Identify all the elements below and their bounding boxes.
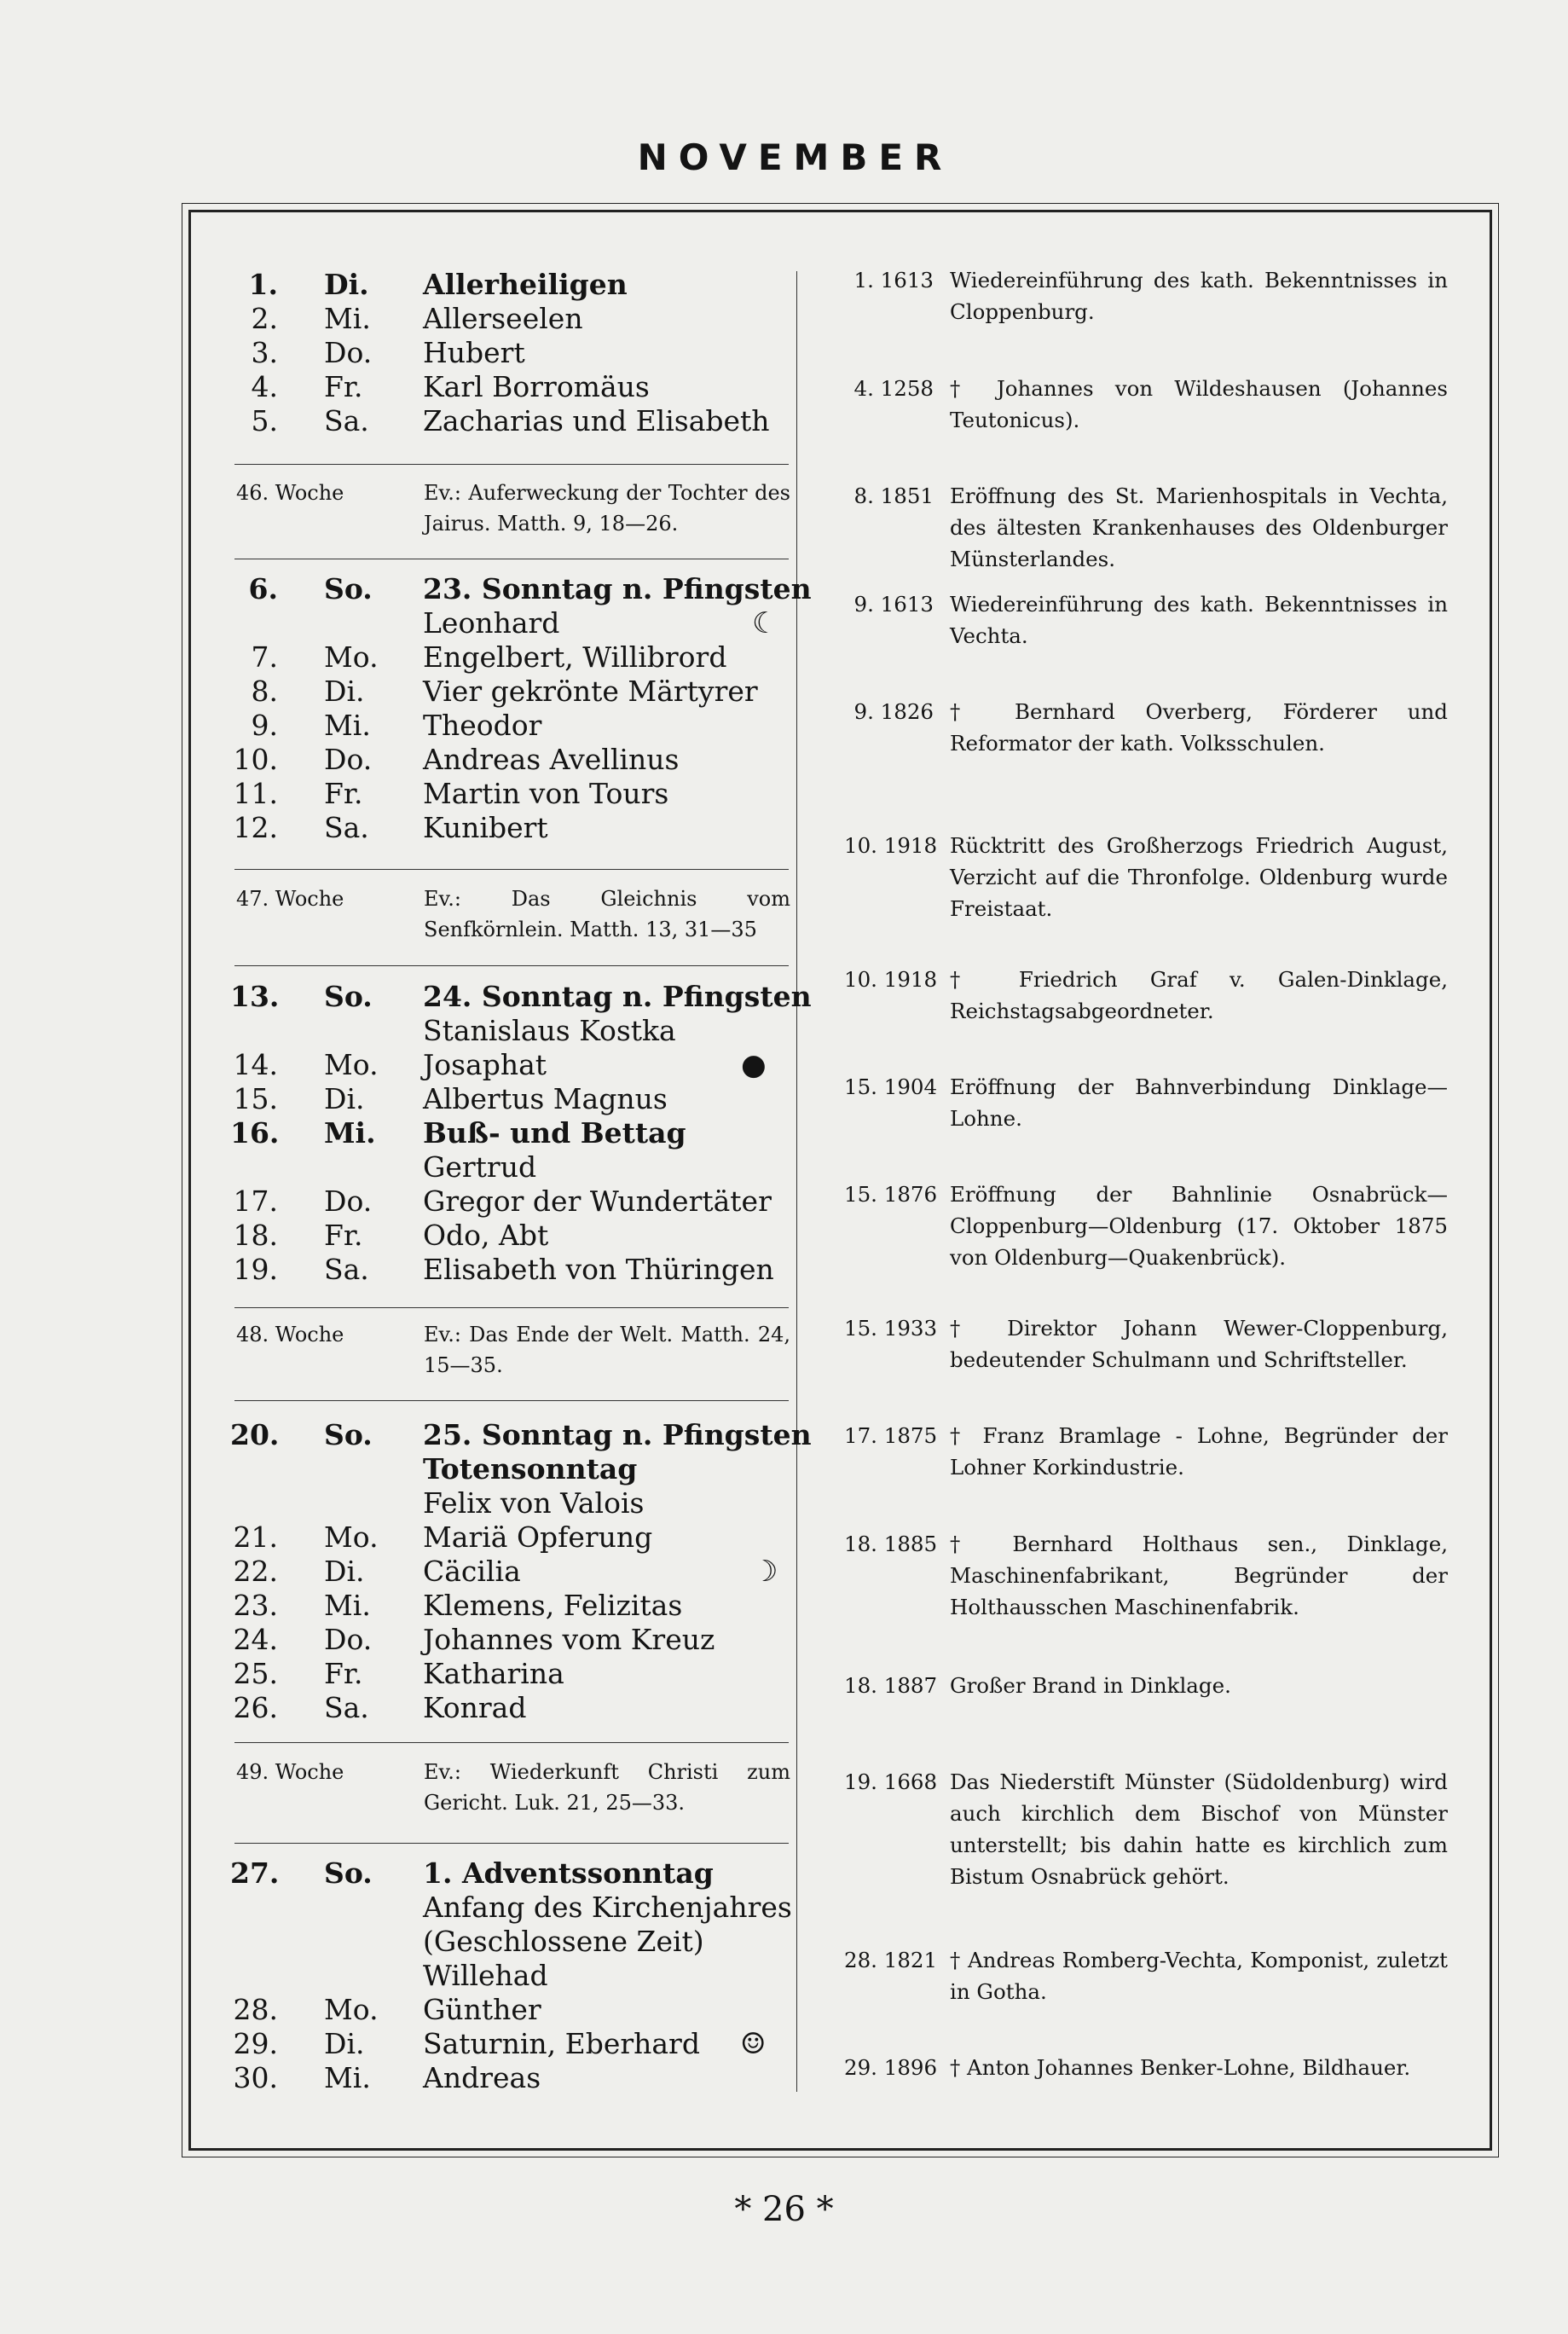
calendar-row: [230, 675, 793, 709]
calendar-row: [230, 1116, 793, 1150]
event-text: † Andreas Romberg-Vechta, Komponist, zuletzt in Gotha.: [950, 1948, 1448, 2004]
event-text: Das Niederstift Münster (Südoldenburg) wird auch kirchlich dem Bischof von Münster unterstellt; bis dahin hatte es kirchlich zum Bistum Osnabrück gehört.: [950, 1769, 1448, 1889]
page-title: NOVEMBER: [637, 136, 953, 178]
calendar-row: [230, 1082, 793, 1116]
week-label: 46. Woche: [236, 481, 344, 505]
saint-name: Odo, Abt: [423, 1219, 549, 1252]
weekday: Di.: [324, 1082, 365, 1115]
day-number: 20.: [230, 1418, 280, 1451]
event-date: 15. 1904: [844, 1074, 938, 1099]
weekday: Do.: [324, 743, 373, 776]
calendar-row: [230, 1891, 793, 1925]
saint-name: Gregor der Wundertäter: [423, 1184, 772, 1218]
weekday: Mo.: [324, 1993, 379, 2026]
weekday: Di.: [324, 268, 369, 301]
weekday: Sa.: [324, 1691, 369, 1724]
day-number: 3.: [251, 336, 278, 369]
separator-rule: [234, 1742, 789, 1743]
event-text: † Johannes von Wildeshausen (Johannes Teutonicus).: [950, 376, 1448, 432]
event-text: † Bernhard Overberg, Förderer und Reformator der kath. Volksschulen.: [950, 699, 1448, 756]
calendar-row: [230, 606, 793, 640]
full-moon-icon: ☺: [740, 2027, 767, 2061]
day-number: 2.: [251, 302, 278, 335]
event-text: † Direktor Johann Wewer-Cloppenburg, bedeutender Schulmann und Schriftsteller.: [950, 1316, 1448, 1372]
weekday: Sa.: [324, 811, 369, 844]
saint-name: 23. Sonntag n. Pfingsten: [423, 572, 812, 605]
event-text: † Bernhard Holthaus sen., Dinklage, Maschinenfabrikant, Begründer der Holthausschen Maschinenfabrik.: [950, 1532, 1448, 1619]
day-number: 14.: [233, 1048, 278, 1081]
saint-name: Zacharias und Elisabeth: [423, 404, 770, 437]
weekday: Do.: [324, 336, 373, 369]
calendar-row: [230, 572, 812, 606]
event-date: 10. 1918: [844, 833, 938, 858]
calendar-row: [230, 1014, 793, 1048]
day-number: 7.: [251, 640, 278, 674]
weekday: Mi.: [324, 709, 371, 742]
weekday: Mi.: [324, 302, 371, 335]
day-number: 17.: [233, 1184, 278, 1218]
weekday: Mo.: [324, 1048, 379, 1081]
day-number: 10.: [233, 743, 278, 776]
saint-name: Allerseelen: [423, 302, 583, 335]
event-text: † Friedrich Graf v. Galen-Dinklage, Reichstagsabgeordneter.: [950, 967, 1448, 1023]
saint-name: Totensonntag: [423, 1452, 638, 1486]
saint-name: Katharina: [423, 1657, 564, 1690]
saint-name: Hubert: [423, 336, 525, 369]
calendar-row: [230, 640, 793, 675]
calendar-row: [230, 1418, 812, 1452]
day-number: 18.: [233, 1219, 278, 1252]
weekday: Mi.: [324, 1589, 371, 1622]
saint-name: Konrad: [423, 1691, 527, 1724]
weekday: Mo.: [324, 640, 379, 674]
page-number: * 26 *: [734, 2190, 834, 2229]
saint-name: 24. Sonntag n. Pfingsten: [423, 980, 812, 1013]
day-number: 4.: [251, 370, 278, 403]
calendar-row: [230, 2027, 793, 2061]
week-label: 49. Woche: [236, 1760, 344, 1784]
day-number: 21.: [233, 1520, 278, 1554]
gospel-text: Ev.: Wiederkunft Christi zum Gericht. Luk. 21, 25—33.: [424, 1760, 790, 1815]
weekday: So.: [324, 980, 373, 1013]
day-number: 25.: [233, 1657, 278, 1690]
saint-name: Albertus Magnus: [423, 1082, 668, 1115]
gospel-text: Ev.: Das Ende der Welt. Matth. 24, 15—35.: [424, 1323, 790, 1377]
saint-name: 25. Sonntag n. Pfingsten: [423, 1418, 812, 1451]
moon-waning-crescent-icon: ☾: [752, 606, 778, 640]
saint-name: Theodor: [423, 709, 542, 742]
day-number: 1.: [248, 268, 278, 301]
calendar-row: [230, 268, 793, 302]
calendar-row: [230, 1520, 793, 1555]
weekday: Di.: [324, 675, 365, 708]
calendar-row: [230, 370, 793, 404]
day-number: 29.: [233, 2027, 278, 2060]
calendar-row: [230, 1959, 793, 1993]
event-text: † Franz Bramlage - Lohne, Begründer der Lohner Korkindustrie.: [950, 1423, 1448, 1480]
saint-name: Saturnin, Eberhard: [423, 2027, 700, 2060]
saint-name: Andreas Avellinus: [423, 743, 680, 776]
saint-name: Cäcilia: [423, 1555, 521, 1588]
event-date: 29. 1896: [844, 2055, 938, 2080]
separator-rule: [234, 965, 789, 966]
saint-name: 1. Adventssonntag: [423, 1856, 714, 1890]
day-number: 6.: [248, 572, 278, 605]
saint-name: Leonhard: [423, 606, 560, 640]
event-date: 1. 1613: [853, 268, 934, 292]
day-number: 11.: [233, 777, 278, 810]
weekday: So.: [324, 1856, 373, 1890]
event-date: 17. 1875: [844, 1423, 938, 1448]
day-number: 5.: [251, 404, 278, 437]
moon-waxing-crescent-icon: ☽: [752, 1555, 778, 1589]
event-text: Eröffnung der Bahnlinie Osnabrück—Cloppenburg—Oldenburg (17. Oktober 1875 von Oldenburg—Quakenbrück).: [950, 1182, 1448, 1270]
calendar-row: [230, 1856, 793, 1891]
separator-rule: [234, 869, 789, 870]
column-divider: [796, 271, 797, 2092]
weekday: So.: [324, 1418, 373, 1451]
event-date: 8. 1851: [853, 484, 934, 508]
saint-name: Andreas: [423, 2061, 541, 2094]
day-number: 30.: [233, 2061, 278, 2094]
event-date: 9. 1826: [853, 699, 934, 724]
separator-rule: [234, 1400, 789, 1401]
calendar-row: [230, 1589, 793, 1623]
day-number: 13.: [230, 980, 280, 1013]
calendar-row: [230, 1253, 793, 1287]
separator-rule: [234, 1843, 789, 1844]
weekday: Do.: [324, 1623, 373, 1656]
event-text: Großer Brand in Dinklage.: [950, 1673, 1231, 1698]
weekday: Mi.: [324, 2061, 371, 2094]
calendar-row: [230, 1219, 793, 1253]
saint-name: Vier gekrönte Märtyrer: [423, 675, 758, 708]
weekday: Mi.: [324, 1116, 376, 1150]
saint-name: Stanislaus Kostka: [423, 1014, 676, 1047]
weekday: Mo.: [324, 1520, 379, 1554]
saint-name: Gertrud: [423, 1150, 537, 1184]
event-date: 28. 1821: [844, 1948, 938, 1972]
event-date: 18. 1885: [844, 1532, 938, 1556]
weekday: So.: [324, 572, 373, 605]
saint-name: Günther: [423, 1993, 541, 2026]
day-number: 19.: [233, 1253, 278, 1286]
day-number: 24.: [233, 1623, 278, 1656]
weekday: Fr.: [324, 370, 363, 403]
calendar-row: [230, 743, 793, 777]
weekday: Fr.: [324, 1219, 363, 1252]
day-number: 9.: [251, 709, 278, 742]
separator-rule: [234, 1307, 789, 1308]
day-number: 28.: [233, 1993, 278, 2026]
saint-name: Karl Borromäus: [423, 370, 650, 403]
calendar-row: [230, 404, 793, 438]
calendar-row: [230, 1623, 793, 1657]
weekday: Sa.: [324, 404, 369, 437]
saint-name: Elisabeth von Thüringen: [423, 1253, 774, 1286]
day-number: 16.: [230, 1116, 280, 1150]
event-text: Eröffnung des St. Marienhospitals in Vechta, des ältesten Krankenhauses des Oldenburger Münsterlandes.: [950, 484, 1448, 571]
event-date: 15. 1876: [844, 1182, 938, 1207]
saint-name: Mariä Opferung: [423, 1520, 653, 1554]
saint-name: Klemens, Felizitas: [423, 1589, 683, 1622]
week-label: 47. Woche: [236, 887, 344, 911]
week-label: 48. Woche: [236, 1323, 344, 1347]
calendar-row: [230, 1150, 793, 1184]
event-text: Wiedereinführung des kath. Bekenntnisses in Vechta.: [950, 592, 1448, 648]
calendar-row: [230, 302, 793, 336]
saint-name: Johannes vom Kreuz: [423, 1623, 715, 1656]
day-number: 23.: [233, 1589, 278, 1622]
event-date: 19. 1668: [844, 1769, 938, 1794]
calendar-row: [230, 777, 793, 811]
weekday: Do.: [324, 1184, 373, 1218]
saint-name: Kunibert: [423, 811, 548, 844]
calendar-row: [230, 1184, 793, 1219]
event-date: 10. 1918: [844, 967, 938, 992]
saint-name: Allerheiligen: [423, 268, 628, 301]
calendar-row: [230, 1048, 793, 1082]
event-date: 15. 1933: [844, 1316, 938, 1341]
day-number: 22.: [233, 1555, 278, 1588]
saint-name: Engelbert, Willibrord: [423, 640, 727, 674]
calendar-row: [230, 2061, 793, 2095]
weekday: Di.: [324, 1555, 365, 1588]
calendar-row: [230, 980, 812, 1014]
saint-name: (Geschlossene Zeit): [423, 1925, 704, 1958]
calendar-row: [230, 811, 793, 845]
event-text: Rücktritt des Großherzogs Friedrich August, Verzicht auf die Thronfolge. Oldenburg wurde Freistaat.: [950, 833, 1448, 921]
weekday: Fr.: [324, 1657, 363, 1690]
calendar-row: [230, 1555, 793, 1589]
calendar-row: [230, 1657, 793, 1691]
event-text: Eröffnung der Bahnverbindung Dinklage—Lohne.: [950, 1074, 1448, 1131]
saint-name: Anfang des Kirchenjahres: [423, 1891, 792, 1924]
calendar-row: [230, 1452, 793, 1486]
event-date: 9. 1613: [853, 592, 934, 617]
new-moon-icon: ●: [741, 1048, 767, 1082]
calendar-row: [230, 1993, 793, 2027]
calendar-row: [230, 336, 793, 370]
day-number: 27.: [230, 1856, 280, 1890]
saint-name: Josaphat: [423, 1048, 547, 1081]
saint-name: Willehad: [423, 1959, 548, 1992]
calendar-row: [230, 1486, 793, 1520]
event-date: 4. 1258: [853, 376, 934, 401]
day-number: 15.: [233, 1082, 278, 1115]
weekday: Di.: [324, 2027, 365, 2060]
weekday: Sa.: [324, 1253, 369, 1286]
gospel-text: Ev.: Auferweckung der Tochter des Jairus. Matth. 9, 18—26.: [424, 481, 790, 536]
event-date: 18. 1887: [844, 1673, 938, 1698]
gospel-text: Ev.: Das Gleichnis vom Senfkörnlein. Matth. 13, 31—35: [424, 887, 790, 941]
weekday: Fr.: [324, 777, 363, 810]
saint-name: Martin von Tours: [423, 777, 669, 810]
saint-name: Felix von Valois: [423, 1486, 645, 1520]
day-number: 26.: [233, 1691, 278, 1724]
calendar-row: [230, 1925, 793, 1959]
day-number: 8.: [251, 675, 278, 708]
saint-name: Buß- und Bettag: [423, 1116, 686, 1150]
event-text: † Anton Johannes Benker-Lohne, Bildhauer.: [950, 2055, 1411, 2080]
calendar-row: [230, 1691, 793, 1725]
separator-rule: [234, 464, 789, 465]
calendar-row: [230, 709, 793, 743]
event-text: Wiedereinführung des kath. Bekenntnisses in Cloppenburg.: [950, 268, 1448, 324]
day-number: 12.: [233, 811, 278, 844]
